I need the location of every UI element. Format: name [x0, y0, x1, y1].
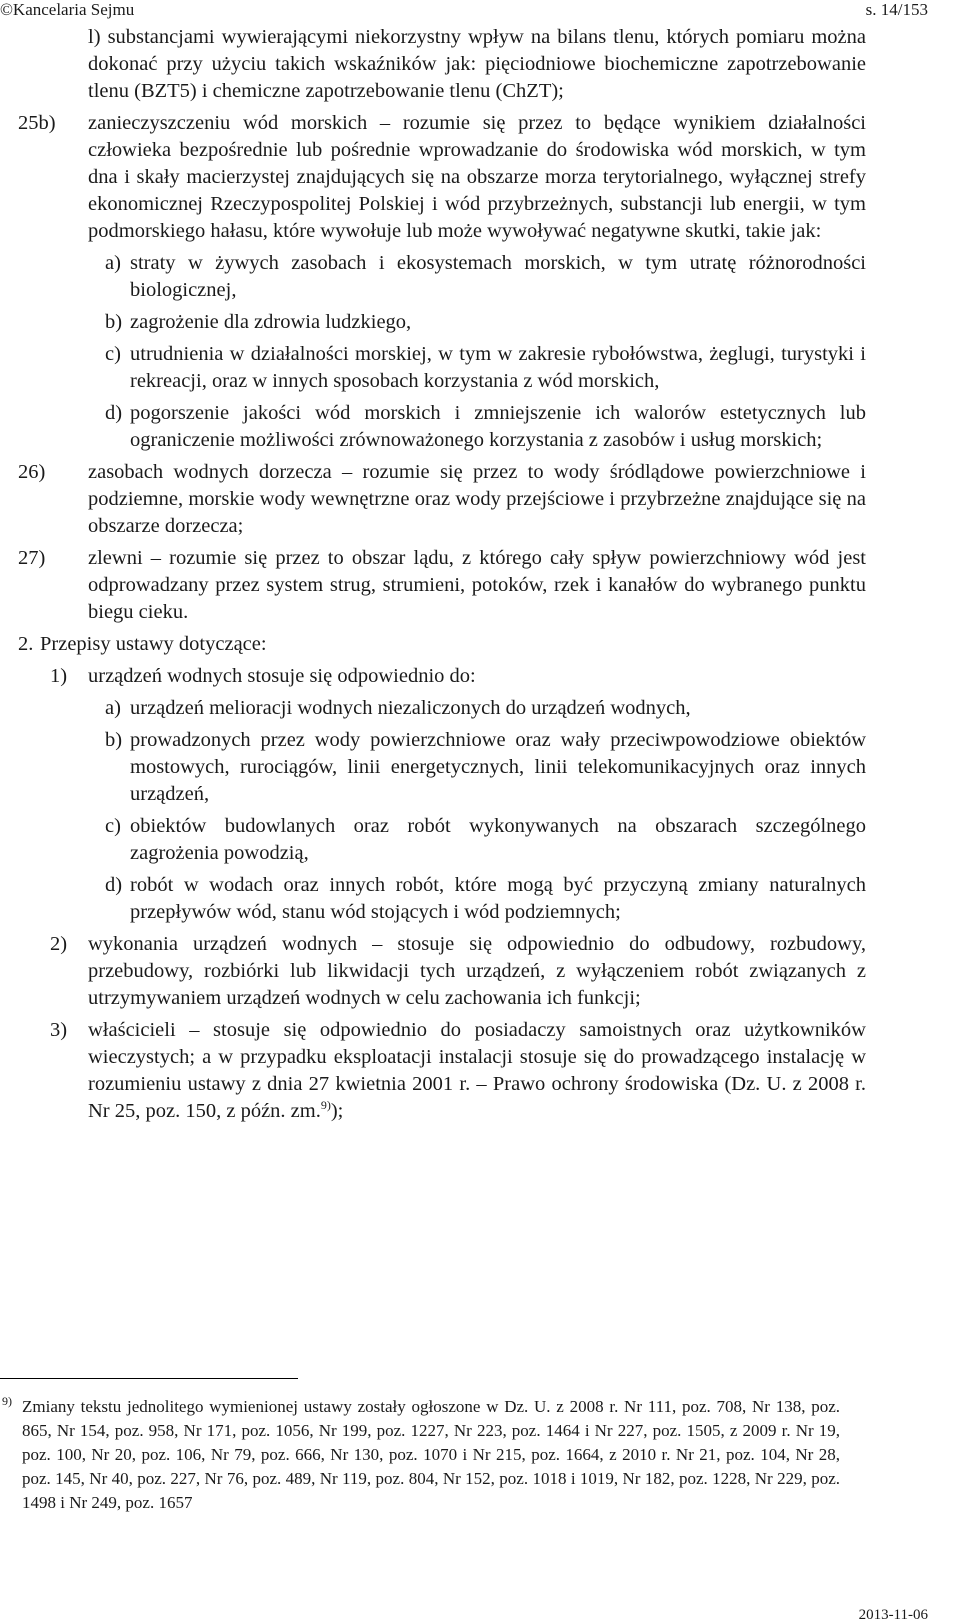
footnote-text: Zmiany tekstu jednolitego wymienionej ustawy zostały ogłoszone w Dz. U. z 2008 r. Nr 111, poz. 708, Nr 138, poz. 865, Nr 154, poz. 958, Nr 171, poz. 1056, Nr 199, poz. 1227, Nr 223, poz. 1464 i Nr 227, poz. 1505, z 2009 r. Nr 19, poz. 100, Nr 20, poz. 106, Nr 79, poz. 666, Nr 130, poz. 1070 i Nr 215, poz. 1664, z 2010 r. Nr 21, poz. 104, Nr 28, poz. 145, Nr 40, poz. 227, Nr 76, poz. 489, Nr 119, poz. 804, Nr 152, poz. 1018 i 1019, Nr 182, poz. 1228, Nr 229, poz. 1498 i Nr 249, poz. 1657 [22, 1397, 840, 1512]
item-text: zlewni – rozumie się przez to obszar lądu, z którego cały spływ powierzchniowy wód jest odprowadzany przez system strug, strumieni, potoków, rzek i kanałów do wybranego punktu biegu cieku. [88, 547, 866, 623]
footnote [2, 1394, 840, 1515]
list-item [18, 400, 866, 454]
document-body [18, 24, 866, 1125]
item-text: zagrożenie dla zdrowia ludzkiego, [130, 311, 412, 333]
item-label: 2. [18, 633, 34, 655]
publisher-label: ©Kancelaria Sejmu [0, 0, 135, 19]
item-label: 2) [50, 933, 68, 955]
item-text: substancjami wywierającymi niekorzystny wpływ na bilans tlenu, których pomiaru można dokonać przy użyciu takich wskaźników jak: pięciodniowe biochemiczne zapotrzebowanie tlenu (BZT5) i chemiczne zapotrzebowanie tlenu (ChZT); [88, 26, 867, 102]
footnote-divider [0, 1378, 298, 1379]
item-label: b) [105, 311, 123, 333]
footnote-mark: 9) [2, 1394, 12, 1408]
list-item [18, 663, 866, 690]
item-label: c) [105, 343, 121, 365]
list-item [18, 110, 866, 245]
item-label: 3) [50, 1019, 68, 1041]
list-item [18, 459, 866, 540]
list-item [18, 309, 866, 336]
footer-date: 2013-11-06 [858, 1607, 928, 1623]
list-item [18, 872, 866, 926]
list-item [18, 727, 866, 808]
item-label: 27) [18, 547, 46, 569]
item-text-tail: ); [330, 1100, 344, 1122]
item-label: c) [105, 815, 121, 837]
list-item [18, 813, 866, 867]
item-text: robót w wodach oraz innych robót, które mogą być przyczyną zmiany naturalnych przepływów wód, stanu wód stojących i wód podziemnych; [130, 874, 866, 923]
list-item [18, 24, 866, 105]
list-item [18, 250, 866, 304]
item-text: utrudnienia w działalności morskiej, w tym w zakresie rybołówstwa, żeglugi, turystyki i rekreacji, oraz w innych sposobach korzystania z wód morskich, [130, 343, 866, 392]
item-label: a) [105, 252, 121, 274]
item-text: straty w żywych zasobach i ekosystemach morskich, w tym utratę różnorodności biologicznej, [130, 252, 866, 301]
item-label: b) [105, 729, 123, 751]
item-label: 25b) [18, 112, 56, 134]
item-text: Przepisy ustawy dotyczące: [40, 633, 267, 655]
list-item [18, 545, 866, 626]
item-text: właścicieli – stosuje się odpowiednio do posiadaczy samoistnych oraz użytkowników wieczystych; a w przypadku eksploatacji instalacji stosuje się do prowadzącego instalację w rozumieniu ustawy z dnia 27 kwietnia 2001 r. – Prawo ochrony środowiska (Dz. U. z 2008 r. Nr 25, poz. 150, z późn. zm. [88, 1019, 866, 1122]
page-number: s. 14/153 [865, 0, 928, 19]
item-label: d) [105, 874, 123, 896]
item-label: a) [105, 697, 121, 719]
item-text: zasobach wodnych dorzecza – rozumie się przez to wody śródlądowe powierzchniowe i podziemne, morskie wody wewnętrzne oraz wody przejściowe i przybrzeżne znajdujące się na obszarze dorzecza; [88, 461, 866, 537]
item-text: urządzeń wodnych stosuje się odpowiednio do: [88, 665, 476, 687]
item-label: l) [88, 26, 101, 48]
item-label: 1) [50, 665, 68, 687]
footnote-reference[interactable]: 9) [320, 1098, 331, 1113]
item-label: d) [105, 402, 123, 424]
list-item [18, 1017, 866, 1125]
item-text: obiektów budowlanych oraz robót wykonywanych na obszarach szczególnego zagrożenia powodzią, [130, 815, 866, 864]
section-heading [18, 631, 866, 658]
item-text: wykonania urządzeń wodnych – stosuje się odpowiednio do odbudowy, rozbudowy, przebudowy, rozbiórki lub likwidacji tych urządzeń, z wyłączeniem robót związanych z utrzymywaniem urządzeń wodnych w celu zachowania ich funkcji; [88, 933, 866, 1009]
item-text: pogorszenie jakości wód morskich i zmniejszenie ich walorów estetycznych lub ograniczenie możliwości zrównoważonego korzystania z zasobów i usług morskich; [130, 402, 866, 451]
item-text: prowadzonych przez wody powierzchniowe oraz wały przeciwpowodziowe obiektów mostowych, rurociągów, linii energetycznych, linii telekomunikacyjnych oraz innych urządzeń, [130, 729, 866, 805]
item-text: zanieczyszczeniu wód morskich – rozumie się przez to będące wynikiem działalności człowieka bezpośrednie lub pośrednie wprowadzanie do środowiska wód morskich, w tym dna i skały macierzystej znajdujących się na obszarze morza terytorialnego, wyłącznej strefy ekonomicznej Rzeczypospolitej Polskiej i wód przybrzeżnych, substancji lub energii, w tym podmorskiego hałasu, które wywołuje lub może wywoływać negatywne skutki, takie jak: [88, 112, 866, 242]
list-item [18, 341, 866, 395]
list-item [18, 931, 866, 1012]
item-text: urządzeń melioracji wodnych niezaliczonych do urządzeń wodnych, [130, 697, 691, 719]
page-header [0, 0, 928, 22]
list-item [18, 695, 866, 722]
item-label: 26) [18, 461, 46, 483]
